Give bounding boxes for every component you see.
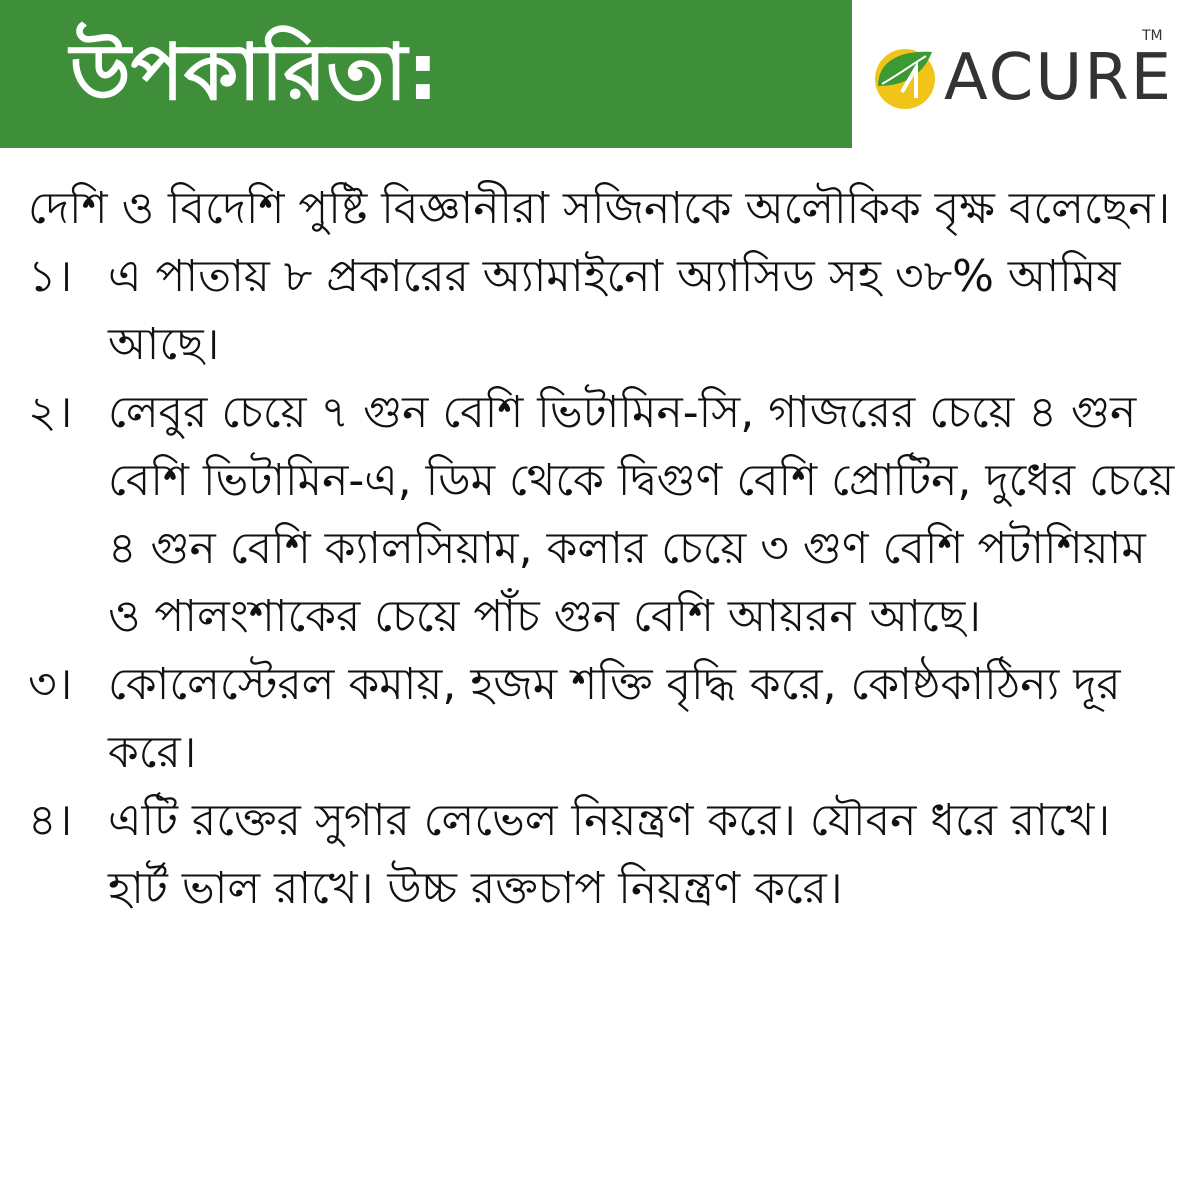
item-text: এ পাতায় ৮ প্রকারের অ্যামাইনো অ্যাসিড সহ ৩৮% আমিষ আছে। — [108, 251, 1121, 370]
list-item — [28, 379, 1178, 651]
header-banner — [0, 0, 852, 148]
item-text: কোলেস্টেরল কমায়, হজম শক্তি বৃদ্ধি করে, কোষ্ঠকাঠিন্য দূর করে। — [108, 659, 1121, 778]
item-number: ২। — [28, 387, 73, 438]
list-item — [28, 243, 1178, 379]
item-number: ১। — [28, 251, 73, 302]
intro-text: দেশি ও বিদেশি পুষ্টি বিজ্ঞানীরা সজিনাকে অলৌকিক বৃক্ষ বলেছেন। — [28, 183, 1171, 234]
trademark: TM — [1142, 28, 1163, 44]
leaf-icon — [872, 46, 938, 112]
item-number: ৪। — [28, 795, 73, 846]
item-text: লেবুর চেয়ে ৭ গুন বেশি ভিটামিন-সি, গাজরের চেয়ে ৪ গুন বেশি ভিটামিন-এ, ডিম থেকে দ্বিগুণ বেশি প্রোটিন, দুধের চেয়ে ৪ গুন বেশি ক্যালসিয়াম, কলার চেয়ে ৩ গুণ বেশি পটাশিয়াম ও পালংশাকের চেয়ে পাঁচ গুন বেশি আয়রন আছে। — [108, 387, 1175, 642]
benefits-content — [28, 175, 1178, 923]
list-item — [28, 787, 1178, 923]
item-text: এটি রক্তের সুগার লেভেল নিয়ন্ত্রণ করে। যৌবন ধরে রাখে। হার্ট ভাল রাখে। উচ্চ রক্তচাপ নিয়ন্ত্রণ করে। — [108, 795, 1111, 914]
page-title: উপকারিতা: — [70, 28, 439, 118]
list-item — [28, 651, 1178, 787]
item-number: ৩। — [28, 659, 73, 710]
brand-logo — [872, 24, 1172, 124]
brand-name: ACURE — [944, 41, 1174, 115]
